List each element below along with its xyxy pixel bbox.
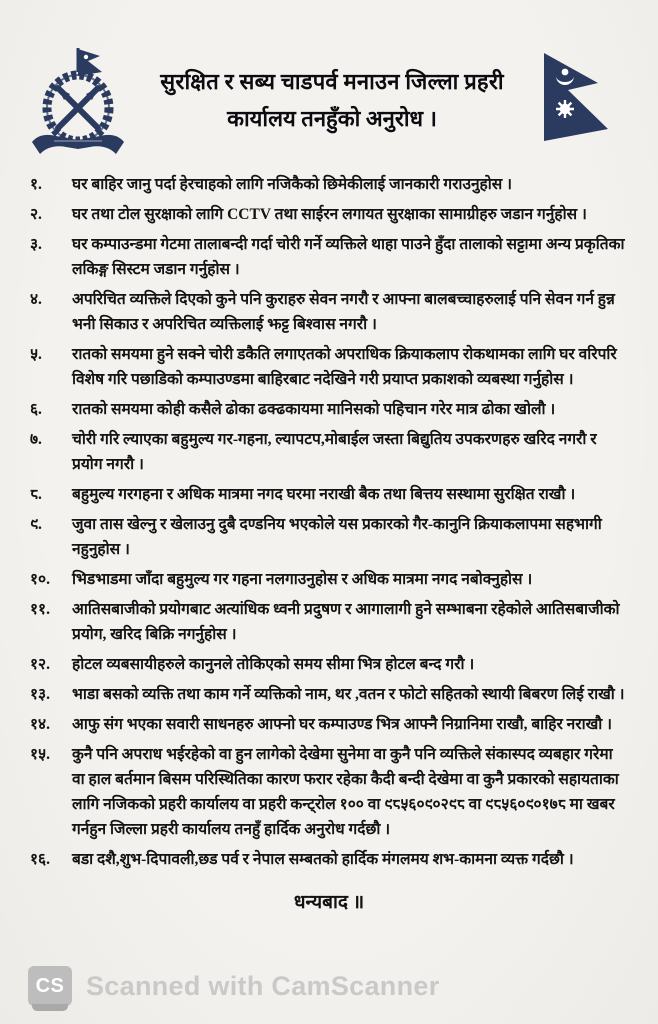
item-number: १६. xyxy=(30,851,50,868)
list-item xyxy=(26,682,632,707)
item-number: १२. xyxy=(30,656,50,673)
item-text: रातको समयमा कोही कसैले ढोका ढक्ढकायमा मानिसको पहिचान गरेर मात्र ढोका खोलौ । xyxy=(72,401,556,418)
list-item xyxy=(26,742,632,842)
camscanner-cs-badge-icon: CS xyxy=(28,966,72,1006)
camscanner-watermark-text: Scanned with CamScanner xyxy=(86,970,440,1001)
item-number: १०. xyxy=(30,571,50,588)
list-item xyxy=(26,202,632,227)
list-item xyxy=(26,482,632,507)
item-text: होटल व्यबसायीहरुले कानुनले तोकिएको समय सीमा भित्र होटल बन्द गरौ । xyxy=(72,656,475,673)
item-number: २. xyxy=(30,206,42,223)
list-item xyxy=(26,712,632,737)
item-number: ९. xyxy=(30,516,42,533)
item-number: १५. xyxy=(30,746,50,763)
list-item xyxy=(26,287,632,337)
item-text: जुवा तास खेल्नु र खेलाउनु दुबै दण्डनिय भएकोले यस प्रकारको गैर-कानुनि क्रियाकलापमा सहभागी नहुनुहोस । xyxy=(72,516,602,558)
item-text: कुनै पनि अपराध भईरहेको वा हुन लागेको देखेमा सुनेमा वा कुनै पनि व्यक्तिले संकास्पद व्यबहार गरेमा वा हाल बर्तमान बिसम परिस्थितिका कारण फरार रहेका कैदी बन्दी देखेमा वा कुनै प्रकारको सहायताका लागि नजिकको प्रहरी कार्यालय वा प्रहरी कन्ट्रोल १०० वा ९८५६०९०२९८ वा ९८५६०९०१७८ मा खबर गर्नहुन जिल्ला प्रहरी कार्यालय तनहुँ हार्दिक अनुरोध गर्दछौ । xyxy=(72,746,619,838)
item-text: भाडा बसको व्यक्ति तथा काम गर्ने व्यक्तिको नाम, थर ,वतन र फोटो सहितको स्थायी बिबरण लिई राखौ । xyxy=(72,686,625,703)
list-item xyxy=(26,652,632,677)
camscanner-watermark xyxy=(28,966,440,1006)
thank-you-line: धन्यबाद ॥ xyxy=(293,892,365,913)
page-title xyxy=(130,65,534,139)
title-line-2: कार्यालय तनहुँको अनुरोध । xyxy=(227,106,437,131)
list-item xyxy=(26,847,632,872)
item-number: १३. xyxy=(30,686,50,703)
list-item xyxy=(26,567,632,592)
item-number: ३. xyxy=(30,236,42,253)
item-text: अपरिचित व्यक्तिले दिएको कुने पनि कुराहरु सेवन नगरौ र आफ्ना बालबच्चाहरुलाई पनि सेवन गर्न हुन्न भनी सिकाउ र अपरिचित व्यक्तिलाई झट्ट बिश्वास नगरौ । xyxy=(72,291,615,333)
item-text: घर कम्पाउन्डमा गेटमा तालाबन्दी गर्दा चोरी गर्ने व्यक्तिले थाहा पाउने हुँदा तालाको सट्टामा अन्य प्रकृतिका लकिङ्ग सिस्टम जडान गर्नुहोस । xyxy=(72,236,625,278)
item-text: चोरी गरि ल्याएका बहुमुल्य गर-गहना, ल्यापटप,मोबाईल जस्ता बिद्युतिय उपकरणहरु खरिद नगरौ र प्रयोग नगरौ । xyxy=(72,431,597,473)
item-text: आतिसबाजीको प्रयोगबाट अत्यांधिक ध्वनी प्रदुषण र आगालागी हुने सम्भाबना रहेकोले आतिसबाजीको प्रयोग, खरिद बिक्रि नगर्नुहोस । xyxy=(72,601,620,643)
item-number: ६. xyxy=(30,401,42,418)
item-number: १४. xyxy=(30,716,50,733)
list-item xyxy=(26,597,632,647)
item-text: आफु संग भएका सवारी साधनहरु आफ्नो घर कम्पाउण्ड भित्र आफ्नै निग्रानिमा राखौ, बाहिर नराखौ । xyxy=(72,716,613,733)
list-item xyxy=(26,232,632,282)
item-number: ५. xyxy=(30,346,42,363)
nepal-police-emblem-logo xyxy=(26,46,130,158)
item-text: घर बाहिर जानु पर्दा हेरचाहको लागि नजिकैको छिमेकीलाई जानकारी गराउनुहोस । xyxy=(72,176,513,193)
list-item xyxy=(26,397,632,422)
item-text: रातको समयमा हुने सक्ने चोरी डकैति लगाएतको अपराधिक क्रियाकलाप रोकथामका लागि घर वरिपरि विशेष गरि पछाडिको कम्पाउण्डमा बाहिरबाट नदेखिने गरी प्रयाप्त प्रकाशको व्यबस्था गर्नुहोस । xyxy=(72,346,617,388)
item-number: १. xyxy=(30,176,42,193)
header xyxy=(26,46,632,158)
item-number: ११. xyxy=(30,601,50,618)
item-text: बडा दशै,शुभ-दिपावली,छड पर्व र नेपाल सम्बतको हार्दिक मंगलमय शभ-कामना व्यक्त गर्दछौ । xyxy=(72,851,574,868)
list-item xyxy=(26,427,632,477)
item-number: ८. xyxy=(30,486,42,503)
item-text: घर तथा टोल सुरक्षाको लागि CCTV तथा साईरन लगायत सुरक्षाका सामाग्रीहरु जडान गर्नुहोस । xyxy=(72,206,587,223)
notice-list xyxy=(26,172,632,872)
item-number: ७. xyxy=(30,431,42,448)
item-number: ४. xyxy=(30,291,42,308)
list-item xyxy=(26,342,632,392)
nepal-flag-icon xyxy=(534,49,626,155)
title-line-1: सुरक्षित र सब्य चाडपर्व मनाउन जिल्ला प्रहरी xyxy=(160,69,504,94)
list-item xyxy=(26,172,632,197)
list-item xyxy=(26,512,632,562)
item-text: बहुमुल्य गरगहना र अधिक मात्रमा नगद घरमा नराखी बैक तथा बित्तय सस्थामा सुरक्षित राखौ । xyxy=(72,486,576,503)
item-text: भिडभाडमा जाँदा बहुमुल्य गर गहना नलगाउनुहोस र अधिक मात्रमा नगद नबोक्नुहोस । xyxy=(72,571,533,588)
